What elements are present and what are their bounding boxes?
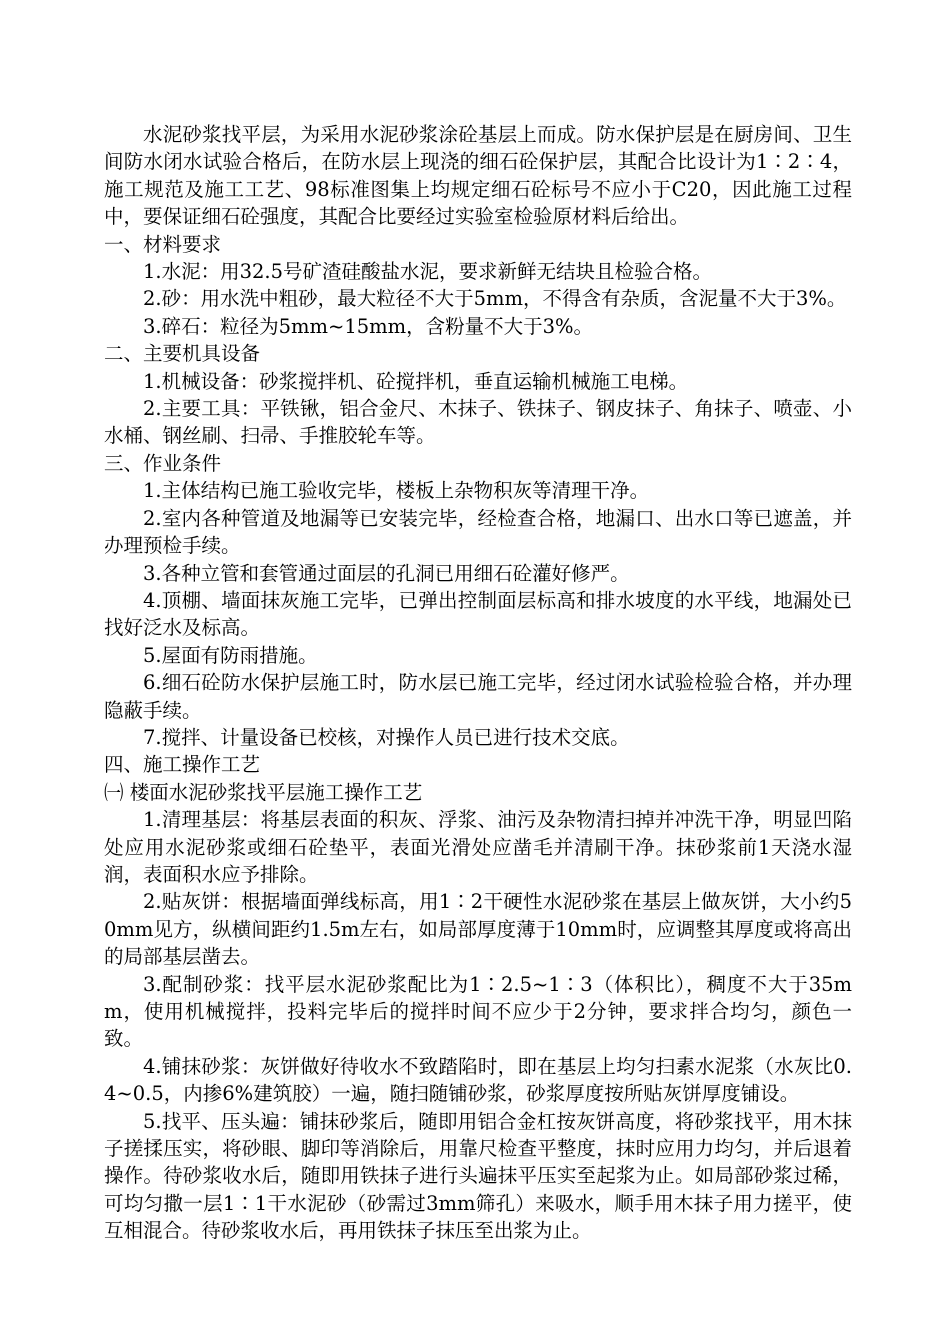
list-item: 2.贴灰饼：根据墙面弹线标高，用1∶2干硬性水泥砂浆在基层上做灰饼，大小约50mm见方，纵横间距约1.5m左右，如局部厚度薄于10mm时，应调整其厚度或将高出的局部基层凿去。 — [104, 890, 852, 969]
list-item: 3.各种立管和套管通过面层的孔洞已用细石砼灌好修严。 — [143, 561, 630, 585]
list-item: 5.找平、压头遍：铺抹砂浆后，随即用铝合金杠按灰饼高度，将砂浆找平，用木抹子搓揉压实，将砂眼、脚印等消除后，用靠尺检查平整度，抹时应用力均匀，并后退着操作。待砂浆收水后，随即用铁抹子进行头遍抹平压实至起浆为止。如局部砂浆过稀，可均匀撒一层1∶1干水泥砂（砂需过3mm筛孔）来吸水，顺手用木抹子用力搓平，使互相混合。待砂浆收水后，再用铁抹子抹压至出浆为止。 — [104, 1109, 852, 1243]
list-item: 2.室内各种管道及地漏等已安装完毕，经检查合格，地漏口、出水口等已遮盖，并办理预检手续。 — [104, 506, 852, 558]
intro-paragraph: 水泥砂浆找平层，为采用水泥砂浆涂砼基层上而成。防水保护层是在厨房间、卫生间防水闭水试验合格后，在防水层上现浇的细石砼保护层，其配合比设计为1∶2∶4，施工规范及施工工艺、98标准图集上均规定细石砼标号不应小于C20，因此施工过程中，要保证细石砼强度，其配合比要经过实验室检验原材料后给出。 — [104, 123, 852, 229]
list-item: 1.主体结构已施工验收完毕，楼板上杂物积灰等清理干净。 — [143, 479, 650, 503]
document-page — [104, 121, 852, 1245]
list-item: 3.配制砂浆：找平层水泥砂浆配比为1∶2.5~1∶3（体积比），稠度不大于35mm，使用机械搅拌，投料完毕后的搅拌时间不应少于2分钟，要求拌合均匀，颜色一致。 — [104, 972, 852, 1051]
section-heading-conditions: 三、作业条件 — [104, 451, 222, 475]
list-item: 2.主要工具：平铁锹，铝合金尺、木抹子、铁抹子、钢皮抹子、角抹子、喷壶、小水桶、钢丝刷、扫帚、手推胶轮车等。 — [104, 397, 852, 448]
subsection-heading: ㈠ 楼面水泥砂浆找平层施工操作工艺 — [104, 780, 423, 804]
list-item: 5.屋面有防雨措施。 — [143, 643, 318, 667]
list-item: 1.水泥：用32.5号矿渣硅酸盐水泥，要求新鲜无结块且检验合格。 — [143, 260, 713, 284]
list-item: 1.清理基层：将基层表面的积灰、浮浆、油污及杂物清扫掉并冲洗干净，明显凹陷处应用水泥砂浆或细石砼垫平，表面光滑处应凿毛并清刷干净。抹砂浆前1天浇水湿润，表面积水应予排除。 — [104, 808, 852, 886]
list-item: 7.搅拌、计量设备已校核，对操作人员已进行技术交底。 — [143, 725, 630, 749]
section-heading-process: 四、施工操作工艺 — [104, 753, 261, 777]
list-item: 6.细石砼防水保护层施工时，防水层已施工完毕，经过闭水试验检验合格，并办理隐蔽手续。 — [104, 671, 852, 722]
list-item: 1.机械设备：砂浆搅拌机、砼搅拌机，垂直运输机械施工电梯。 — [143, 369, 689, 393]
list-item: 4.铺抹砂浆：灰饼做好待收水不致踏陷时，即在基层上均匀扫素水泥浆（水灰比0.4~0.5，内掺6%建筑胶）一遍，随扫随铺砂浆，砂浆厚度按所贴灰饼厚度铺设。 — [104, 1054, 852, 1106]
section-heading-materials: 一、材料要求 — [104, 232, 222, 256]
list-item: 2.砂：用水洗中粗砂，最大粒径不大于5mm，不得含有杂质，含泥量不大于3%。 — [143, 287, 847, 311]
list-item: 3.碎石：粒径为5mm~15mm，含粉量不大于3%。 — [143, 314, 594, 338]
section-heading-equipment: 二、主要机具设备 — [104, 342, 261, 366]
list-item: 4.顶棚、墙面抹灰施工完毕，已弹出控制面层标高和排水坡度的水平线，地漏处已找好泛水及标高。 — [104, 588, 852, 640]
